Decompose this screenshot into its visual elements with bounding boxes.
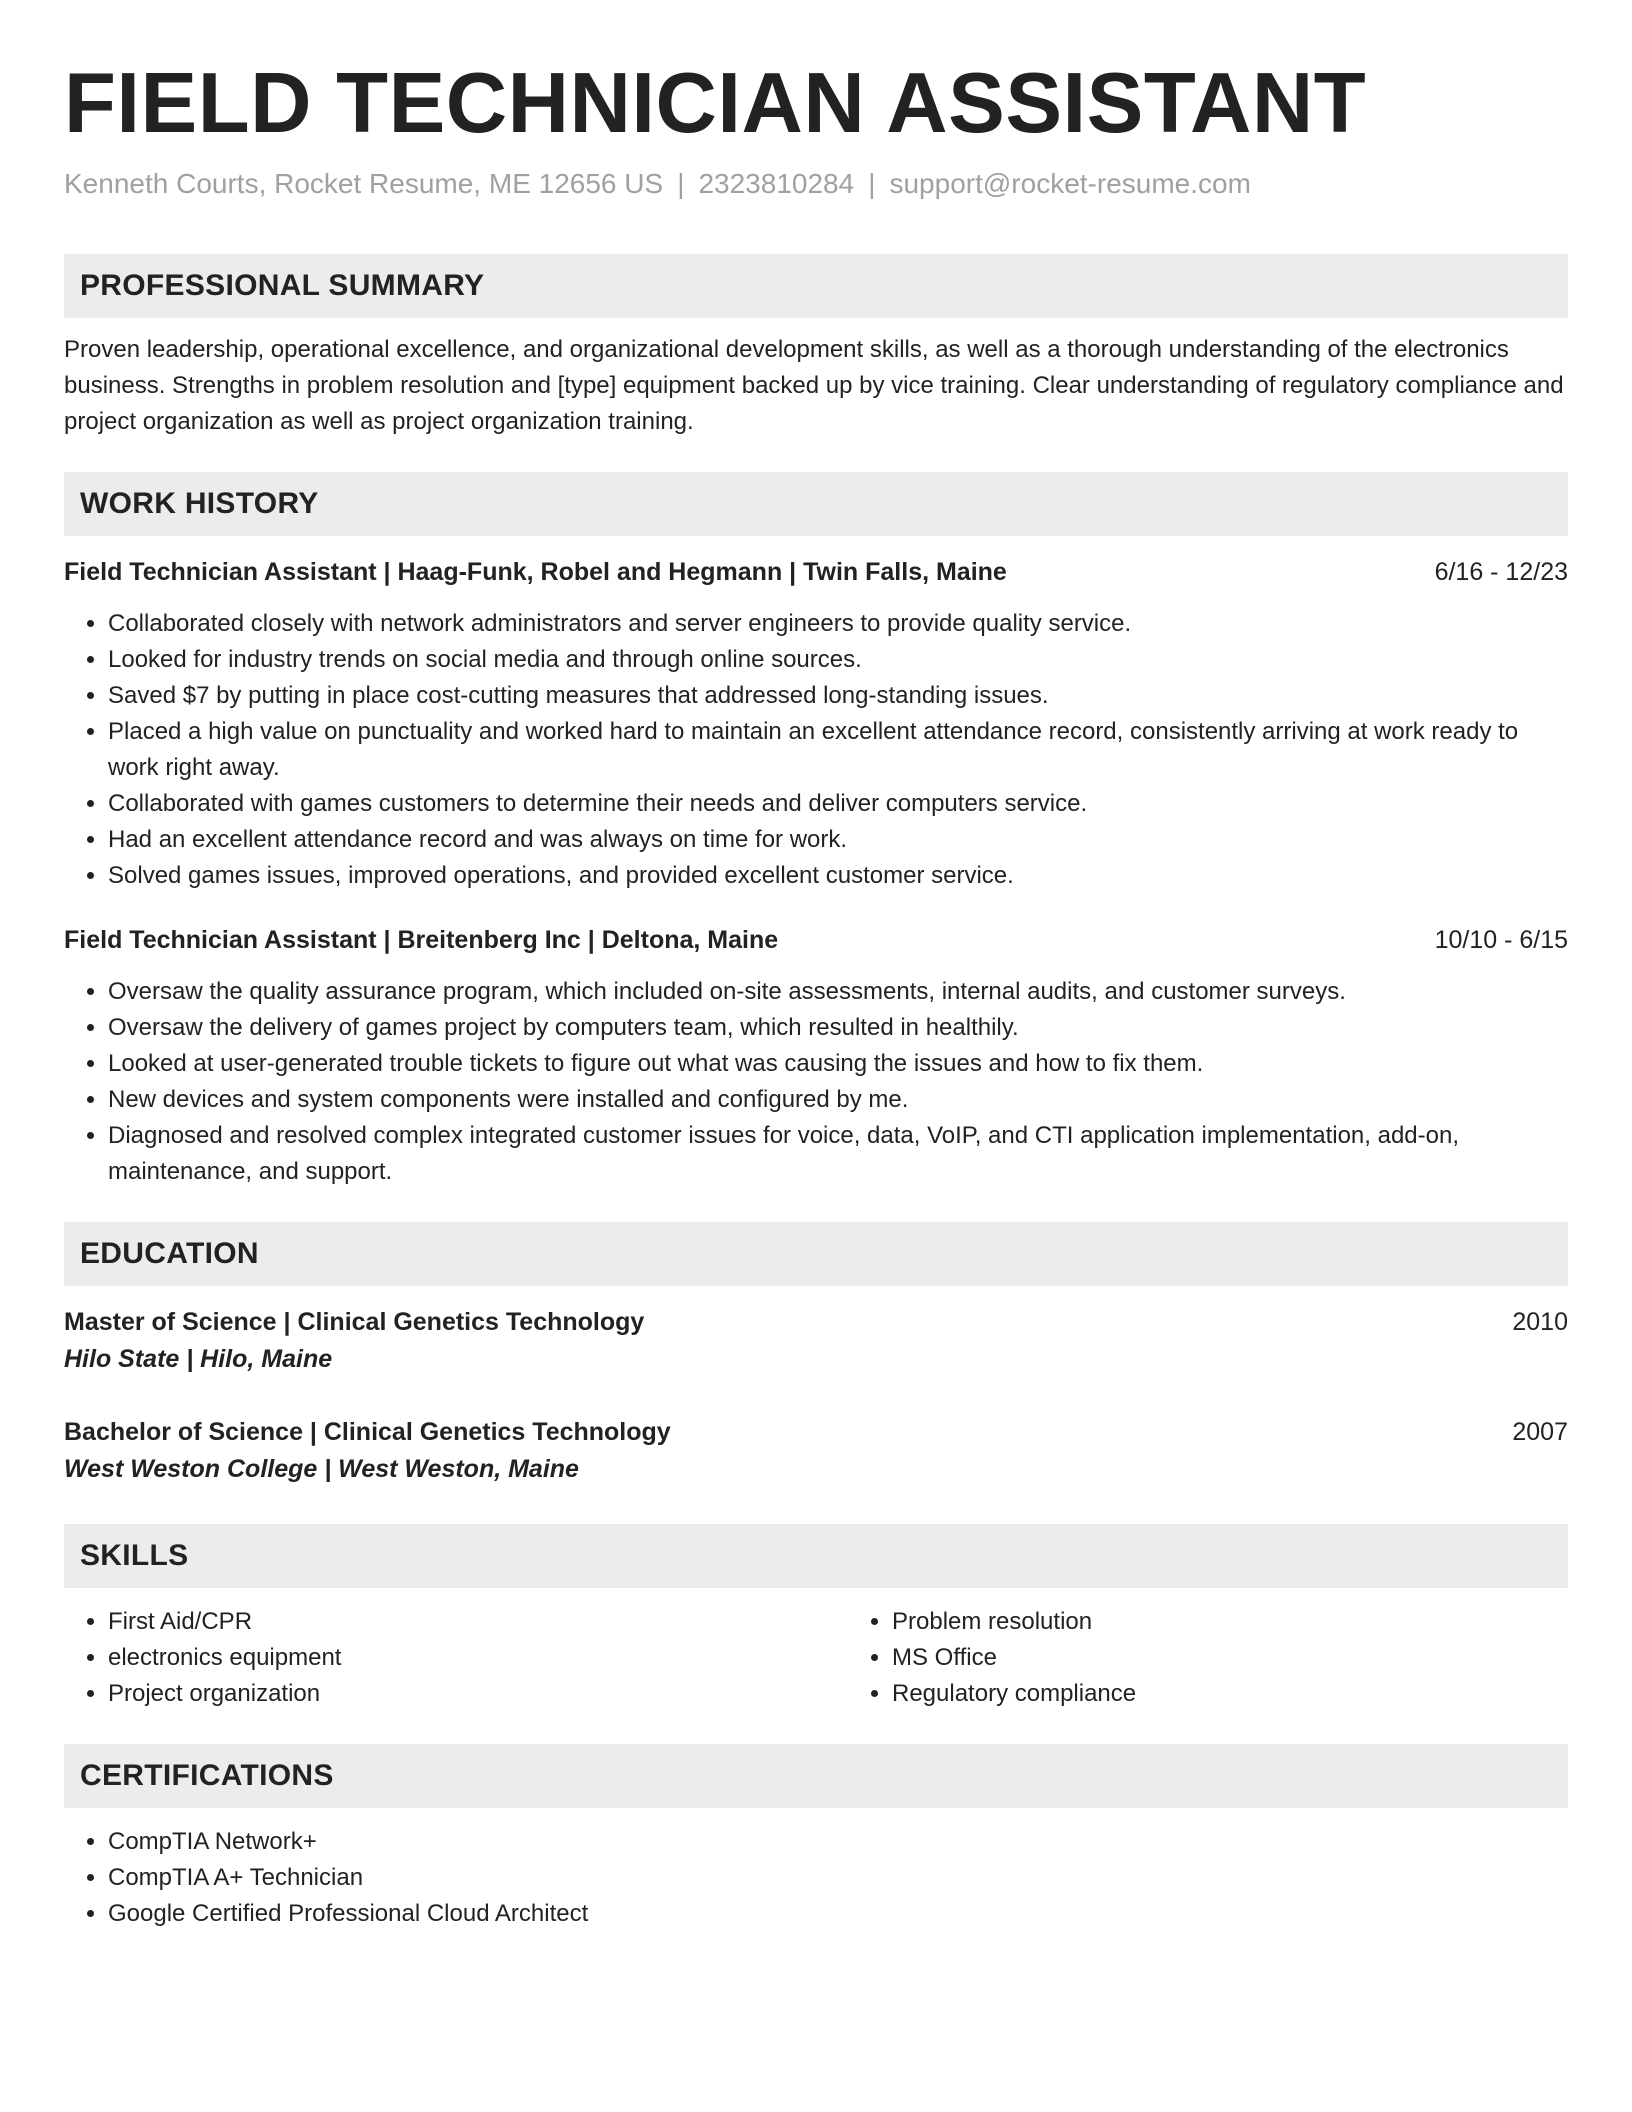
job-entry	[64, 922, 1568, 1190]
job-bullet: • Collaborated closely with network administrators and server engineers to provide quality service.	[108, 606, 1568, 642]
job-bullet: • New devices and system components were installed and configured by me.	[108, 1082, 1568, 1118]
skill-item: • MS Office	[892, 1640, 1136, 1676]
education-degree: Master of Science | Clinical Genetics Technology	[64, 1308, 645, 1336]
job-bullet: • Looked for industry trends on social media and through online sources.	[108, 642, 1568, 678]
job-bullet: • Oversaw the quality assurance program, which included on-site assessments, internal audits, and customer surveys.	[108, 974, 1568, 1010]
job-dates: 10/10 - 6/15	[1434, 926, 1568, 954]
job-bullet: • Placed a high value on punctuality and worked hard to maintain an excellent attendance record, consistently arriving at work ready to work right away.	[108, 714, 1568, 786]
job-entry	[64, 554, 1568, 894]
education-entry	[64, 1414, 1568, 1488]
section-header-skills: SKILLS	[64, 1524, 1568, 1588]
job-header	[64, 922, 1568, 958]
job-bullets	[64, 606, 1568, 894]
section-header-summary: PROFESSIONAL SUMMARY	[64, 254, 1568, 318]
section-header-work-history: WORK HISTORY	[64, 472, 1568, 536]
contact-phone: 2323810284	[698, 168, 855, 199]
job-title: Field Technician Assistant | Haag-Funk, Robel and Hegmann | Twin Falls, Maine	[64, 558, 1007, 586]
education-year: 2007	[1512, 1418, 1568, 1446]
contact-address: Kenneth Courts, Rocket Resume, ME 12656 US	[64, 168, 664, 199]
skills-column	[848, 1604, 1136, 1712]
skill-item: • Regulatory compliance	[892, 1676, 1136, 1712]
education-entry	[64, 1304, 1568, 1378]
job-bullet: • Solved games issues, improved operations, and provided excellent customer service.	[108, 858, 1568, 894]
contact-email: support@rocket-resume.com	[889, 168, 1251, 199]
education-school: Hilo State | Hilo, Maine	[64, 1345, 333, 1373]
skill-item: • electronics equipment	[108, 1640, 848, 1676]
summary-text: Proven leadership, operational excellence, and organizational development skills, as well as a thorough understanding of the electronics business. Strengths in problem resolution and [type] equipment backed up by vice training. Clear understanding of regulatory compliance and project organization as well as project organization training.	[64, 336, 1564, 435]
candidate-name: FIELD TECHNICIAN ASSISTANT	[64, 56, 1367, 151]
contact-line	[64, 166, 1568, 202]
job-title: Field Technician Assistant | Breitenberg Inc | Deltona, Maine	[64, 926, 779, 954]
job-header	[64, 554, 1568, 590]
job-bullet: • Had an excellent attendance record and was always on time for work.	[108, 822, 1568, 858]
education-header	[64, 1304, 1568, 1340]
job-bullet: • Looked at user-generated trouble tickets to figure out what was causing the issues and how to fix them.	[108, 1046, 1568, 1082]
skill-item: • First Aid/CPR	[108, 1604, 848, 1640]
section-header-education: EDUCATION	[64, 1222, 1568, 1286]
job-bullet: • Collaborated with games customers to determine their needs and deliver computers service.	[108, 786, 1568, 822]
job-bullet: • Diagnosed and resolved complex integrated customer issues for voice, data, VoIP, and CTI application implementation, add-on, maintenance, and support.	[108, 1118, 1568, 1190]
education-degree: Bachelor of Science | Clinical Genetics Technology	[64, 1418, 671, 1446]
certification-item: • CompTIA A+ Technician	[108, 1860, 1568, 1896]
education-year: 2010	[1512, 1308, 1568, 1336]
job-dates: 6/16 - 12/23	[1434, 558, 1568, 586]
certification-list	[64, 1824, 1568, 1932]
contact-separator: |	[868, 168, 876, 199]
job-bullet: • Saved $7 by putting in place cost-cutting measures that addressed long-standing issues.	[108, 678, 1568, 714]
skill-item: • Problem resolution	[892, 1604, 1136, 1640]
certification-item: • CompTIA Network+	[108, 1824, 1568, 1860]
skills-column	[64, 1604, 848, 1712]
job-bullets	[64, 974, 1568, 1190]
certification-item: • Google Certified Professional Cloud Architect	[108, 1896, 1568, 1932]
skills-grid	[64, 1604, 1568, 1712]
section-header-certifications: CERTIFICATIONS	[64, 1744, 1568, 1808]
contact-separator: |	[677, 168, 685, 199]
education-header	[64, 1414, 1568, 1450]
education-school: West Weston College | West Weston, Maine	[64, 1455, 579, 1483]
skill-item: • Project organization	[108, 1676, 848, 1712]
job-bullet: • Oversaw the delivery of games project by computers team, which resulted in healthily.	[108, 1010, 1568, 1046]
